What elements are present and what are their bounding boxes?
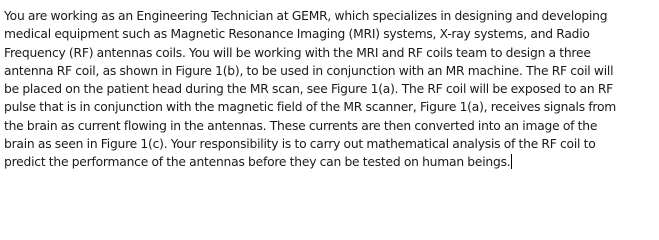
paragraph-line: the brain as current flowing in the antennas. These currents are then converted into an image of the (4, 118, 598, 133)
text-cursor (511, 154, 512, 169)
paragraph-line-last (4, 153, 656, 171)
paragraph-line: pulse that is in conjunction with the magnetic field of the MR scanner, Figure 1(a), receives signals from (4, 100, 617, 115)
paragraph-line: Frequency (RF) antennas coils. You will be working with the MRI and RF coils team to design a three (4, 45, 591, 60)
paragraph-line: You are working as an Engineering Technician at GEMR, which specializes in designing and developing (4, 9, 608, 23)
task-description-paragraph[interactable] (4, 7, 656, 172)
paragraph-line: medical equipment such as Magnetic Resonance Imaging (MRI) systems, X-ray systems, and Radio (4, 27, 590, 42)
paragraph-line: brain as seen in Figure 1(c). Your responsibility is to carry out mathematical analysis of the RF coil to (4, 137, 596, 152)
paragraph-line: be placed on the patient head during the MR scan, see Figure 1(a). The RF coil will be exposed to an RF (4, 82, 614, 97)
paragraph-line: antenna RF coil, as shown in Figure 1(b), to be used in conjunction with an MR machine. The RF coil will (4, 63, 614, 78)
paragraph-line-text: predict the performance of the antennas before they can be tested on human beings. (4, 155, 511, 170)
